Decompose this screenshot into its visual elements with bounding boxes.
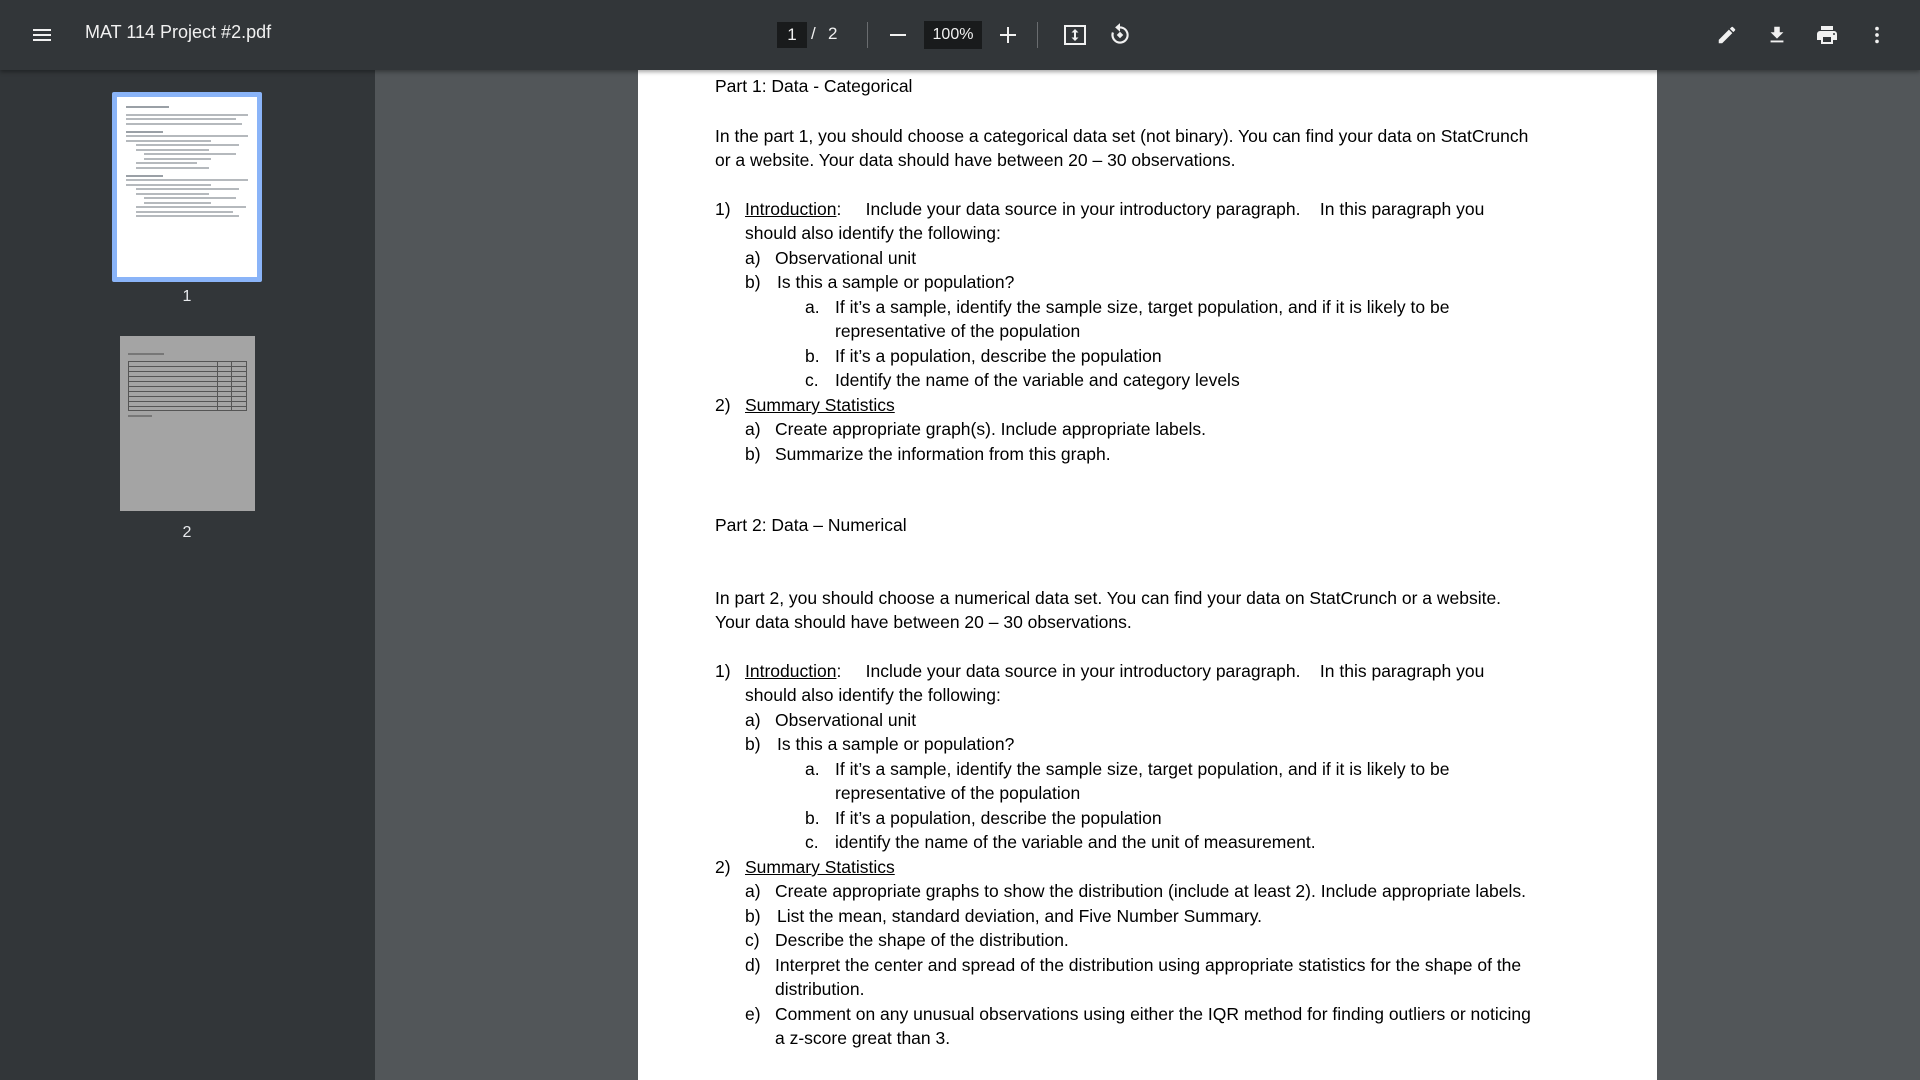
pdf-page bbox=[638, 70, 1657, 1080]
list-text: Interpret the center and spread of the distribution using appropriate statistics for the shape of the bbox=[775, 955, 1522, 975]
hamburger-menu-icon[interactable] bbox=[22, 17, 62, 53]
part1-heading: Part 1: Data - Categorical bbox=[715, 76, 913, 96]
toolbar-divider bbox=[1037, 22, 1038, 48]
part2-intro-line1: In part 2, you should choose a numerical data set. You can find your data on StatCrunch or a website. bbox=[715, 588, 1502, 608]
list-text: If it’s a population, describe the population bbox=[835, 346, 1162, 366]
pencil-icon bbox=[1716, 24, 1738, 46]
list-label: a) bbox=[745, 419, 761, 439]
list-label: b) bbox=[745, 444, 761, 464]
list-label: c. bbox=[805, 370, 819, 390]
zoom-out-button[interactable] bbox=[883, 18, 913, 52]
rotate-counterclockwise-icon bbox=[1107, 22, 1133, 48]
part2-intro-line2: Your data should have between 20 – 30 observations. bbox=[715, 612, 1132, 632]
toolbar-divider bbox=[867, 22, 868, 48]
list-text: Observational unit bbox=[775, 710, 917, 730]
table-thumbnail bbox=[128, 361, 247, 411]
zoom-level-input[interactable] bbox=[924, 21, 982, 49]
part2-heading: Part 2: Data – Numerical bbox=[715, 515, 907, 535]
list-text: Is this a sample or population? bbox=[777, 272, 1015, 292]
item-title: Introduction bbox=[745, 661, 837, 681]
printer-icon bbox=[1815, 23, 1839, 47]
download-icon bbox=[1766, 24, 1788, 46]
part1-intro-line2: or a website. Your data should have between 20 – 30 observations. bbox=[715, 150, 1236, 170]
list-label: b. bbox=[805, 346, 820, 366]
list-label: a) bbox=[745, 248, 761, 268]
list-text: Comment on any unusual observations using either the IQR method for finding outliers or noticing bbox=[775, 1004, 1531, 1024]
list-number: 1) bbox=[715, 661, 731, 681]
list-text: Create appropriate graphs to show the distribution (include at least 2). Include appropriate labels. bbox=[775, 881, 1526, 901]
part1-introduction-item bbox=[745, 197, 1484, 221]
list-number: 1) bbox=[715, 199, 731, 219]
document-title: MAT 114 Project #2.pdf bbox=[85, 22, 272, 42]
item-continuation: should also identify the following: bbox=[745, 685, 1001, 705]
part2-introduction-item bbox=[745, 659, 1484, 683]
download-button[interactable] bbox=[1760, 16, 1794, 54]
more-vertical-icon bbox=[1866, 24, 1888, 46]
list-number: 2) bbox=[715, 395, 731, 415]
list-text: distribution. bbox=[775, 979, 865, 999]
zoom-in-button[interactable] bbox=[993, 18, 1023, 52]
pdf-toolbar bbox=[0, 0, 1920, 70]
list-text: List the mean, standard deviation, and Five Number Summary. bbox=[777, 906, 1263, 926]
page-thumbnail-1[interactable] bbox=[112, 92, 262, 282]
list-label: a) bbox=[745, 710, 761, 730]
thumbnail-sidebar bbox=[0, 70, 375, 1080]
list-number: 2) bbox=[715, 857, 731, 877]
summary-statistics-title: Summary Statistics bbox=[745, 395, 895, 415]
more-options-button[interactable] bbox=[1860, 16, 1894, 54]
list-text: Observational unit bbox=[775, 248, 917, 268]
list-label: a. bbox=[805, 297, 820, 317]
list-text: Create appropriate graph(s). Include appropriate labels. bbox=[775, 419, 1206, 439]
rotate-button[interactable] bbox=[1104, 17, 1136, 53]
item-text: : Include your data source in your introductory paragraph. In this paragraph you bbox=[836, 661, 1485, 681]
list-text: If it’s a population, describe the population bbox=[835, 808, 1162, 828]
list-text: Is this a sample or population? bbox=[777, 734, 1015, 754]
item-text: : Include your data source in your introductory paragraph. In this paragraph you bbox=[836, 199, 1485, 219]
fit-to-page-icon bbox=[1062, 23, 1088, 47]
total-pages: 2 bbox=[828, 24, 838, 43]
list-text: Describe the shape of the distribution. bbox=[775, 930, 1069, 950]
minus-icon bbox=[889, 26, 907, 44]
part1-intro-line1: In the part 1, you should choose a categorical data set (not binary). You can find your data on StatCrunch bbox=[715, 126, 1529, 146]
list-label: d) bbox=[745, 955, 761, 975]
list-text: If it’s a sample, identify the sample size, target population, and if it is likely to be bbox=[835, 297, 1450, 317]
item-continuation: should also identify the following: bbox=[745, 223, 1001, 243]
page-separator: / bbox=[811, 24, 816, 43]
summary-statistics-title: Summary Statistics bbox=[745, 857, 895, 877]
thumbnail-label: 2 bbox=[182, 524, 192, 541]
list-label: b) bbox=[745, 734, 761, 754]
fit-to-page-button[interactable] bbox=[1059, 17, 1091, 53]
list-text: representative of the population bbox=[835, 783, 1081, 803]
list-text: a z-score great than 3. bbox=[775, 1028, 951, 1048]
list-label: b) bbox=[745, 272, 761, 292]
list-text: representative of the population bbox=[835, 321, 1081, 341]
list-text: Summarize the information from this graph. bbox=[775, 444, 1111, 464]
list-text: identify the name of the variable and the unit of measurement. bbox=[835, 832, 1316, 852]
list-text: If it’s a sample, identify the sample size, target population, and if it is likely to be bbox=[835, 759, 1450, 779]
plus-icon bbox=[999, 26, 1017, 44]
list-label: e) bbox=[745, 1004, 761, 1024]
edit-button[interactable] bbox=[1710, 16, 1744, 54]
page-number-input[interactable] bbox=[777, 22, 807, 48]
list-label: c) bbox=[745, 930, 760, 950]
print-button[interactable] bbox=[1809, 16, 1845, 54]
list-label: b. bbox=[805, 808, 820, 828]
page-thumbnail-2[interactable] bbox=[120, 336, 255, 511]
item-title: Introduction bbox=[745, 199, 837, 219]
list-label: b) bbox=[745, 906, 761, 926]
list-label: a. bbox=[805, 759, 820, 779]
list-text: Identify the name of the variable and category levels bbox=[835, 370, 1240, 390]
thumbnail-label: 1 bbox=[182, 288, 192, 305]
list-label: c. bbox=[805, 832, 819, 852]
list-label: a) bbox=[745, 881, 761, 901]
